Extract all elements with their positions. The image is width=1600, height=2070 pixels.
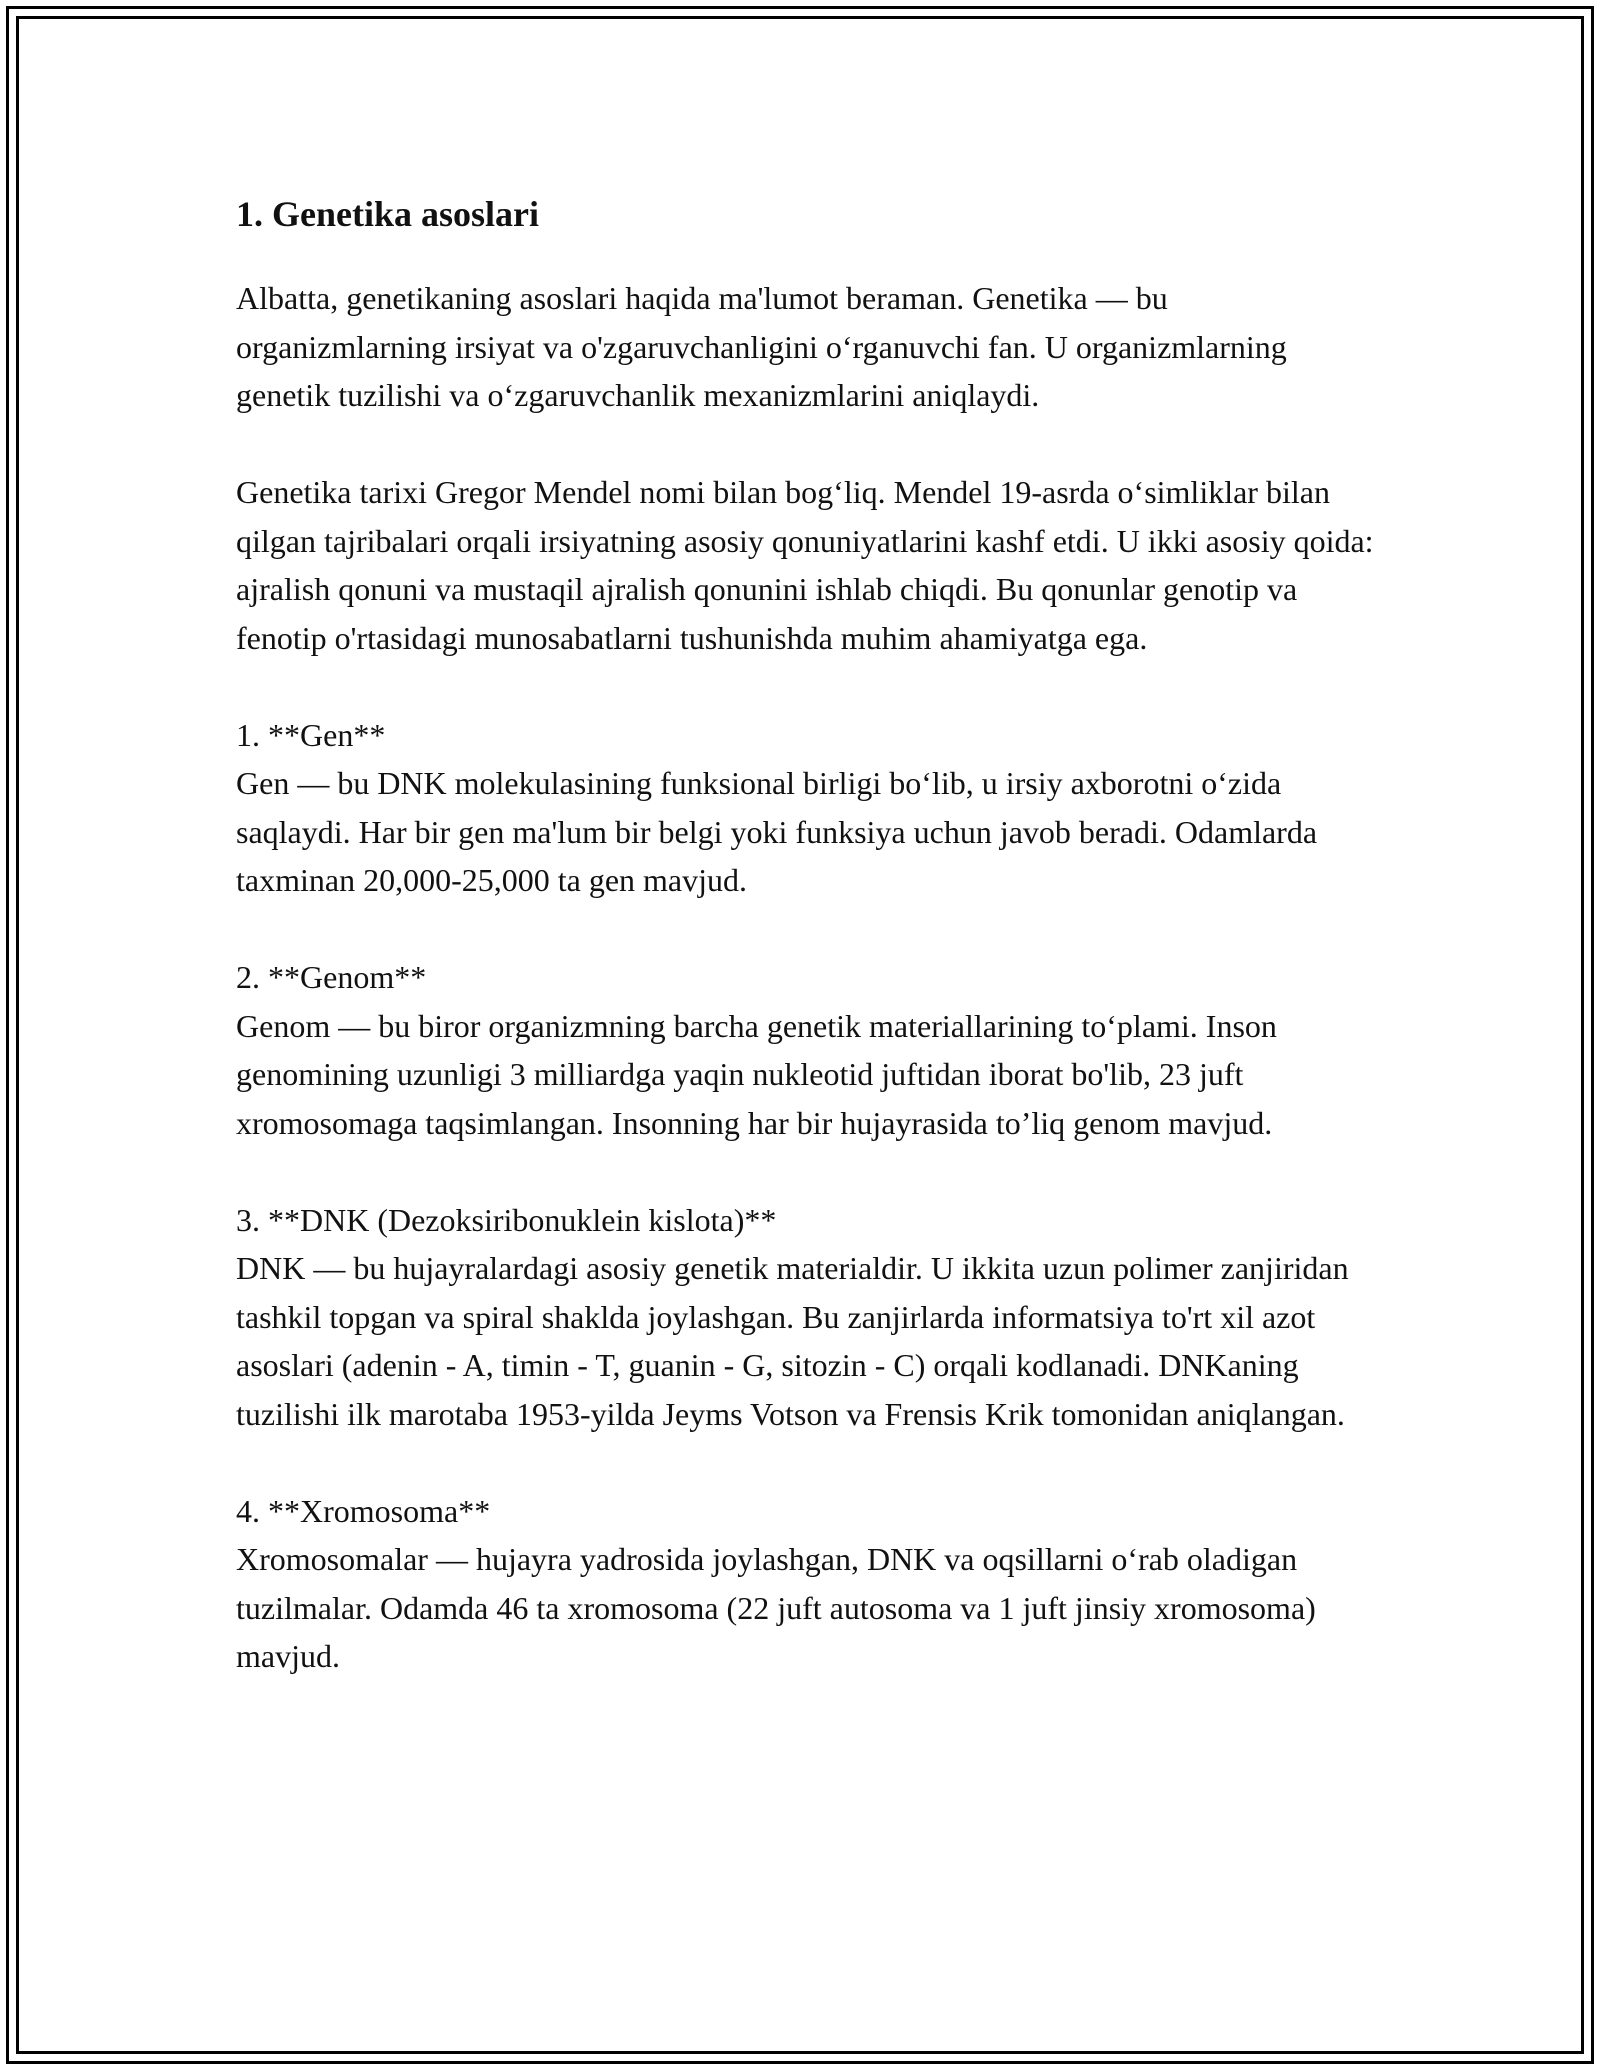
document-title: 1. Genetika asoslari <box>236 194 539 234</box>
section-heading: 4. **Xromosoma** <box>236 1492 491 1529</box>
paragraph-spacer <box>236 1438 1376 1487</box>
section-text: Genom — bu biror organizmning barcha genetik materiallarining to‘plami. Inson genomining uzunligi 3 milliardga yaqin nukleotid juftidan iborat bo'lib, 23 juft xromosomaga taqsimlangan. Insonning har bir hujayrasida to’liq genom mavjud. <box>236 1007 1277 1141</box>
section-text: Xromosomalar — hujayra yadrosida joylashgan, DNK va oqsillarni o‘rab oladigan tuzilmalar. Odamda 46 ta xromosoma (22 juft autosoma va 1 juft jinsiy xromosoma) mavjud. <box>236 1541 1316 1674</box>
section-genom <box>236 953 1376 1147</box>
paragraph-spacer <box>236 1147 1376 1196</box>
intro-paragraph: Albatta, genetikaning asoslari haqida ma'lumot beraman. Genetika — bu organizmlarning irsiyat va o'zgaruvchanligini o‘rganuvchi fan. U organizmlarning genetik tuzilishi va o‘zgaruvchanlik mexanizmlarini aniqlaydi. <box>236 280 1287 413</box>
section-heading: 3. **DNK (Dezoksiribonuklein kislota)** <box>236 1201 777 1238</box>
section-heading: 1. **Gen** <box>236 716 386 753</box>
paragraph-spacer <box>236 905 1376 954</box>
section-heading: 2. **Genom** <box>236 959 427 995</box>
section-xromosoma <box>236 1487 1376 1681</box>
paragraph-spacer <box>236 420 1376 469</box>
section-text: Gen — bu DNK molekulasining funksional birligi bo‘lib, u irsiy axborotni o‘zida saqlaydi. Har bir gen ma'lum bir belgi yoki funksiya uchun javob beradi. Odamlarda taxminan 20,000-25,000 ta gen mavjud. <box>236 765 1318 898</box>
section-dnk <box>236 1196 1376 1439</box>
paragraph-spacer <box>236 662 1376 711</box>
section-text: DNK — bu hujayralardagi asosiy genetik materialdir. U ikkita uzun polimer zanjiridan tashkil topgan va spiral shaklda joylashgan. Bu zanjirlarda informatsiya to'rt xil azot asoslari (adenin - A, timin - T, guanin - G, sitozin - C) orqali kodlanadi. DNKaning tuzilishi ilk marotaba 1953-yilda Jeyms Votson va Frensis Krik tomonidan aniqlangan. <box>236 1250 1349 1432</box>
history-paragraph: Genetika tarixi Gregor Mendel nomi bilan bog‘liq. Mendel 19-asrda o‘simliklar bilan qilgan tajribalari orqali irsiyatning asosiy qonuniyatlarini kashf etdi. U ikki asosiy qoida: ajralish qonuni va mustaqil ajralish qonunini ishlab chiqdi. Bu qonunlar genotip va fenotip o'rtasidagi munosabatlarni tushunishda muhim ahamiyatga ega. <box>236 474 1374 656</box>
document-page <box>236 188 1376 1681</box>
section-gen <box>236 711 1376 905</box>
